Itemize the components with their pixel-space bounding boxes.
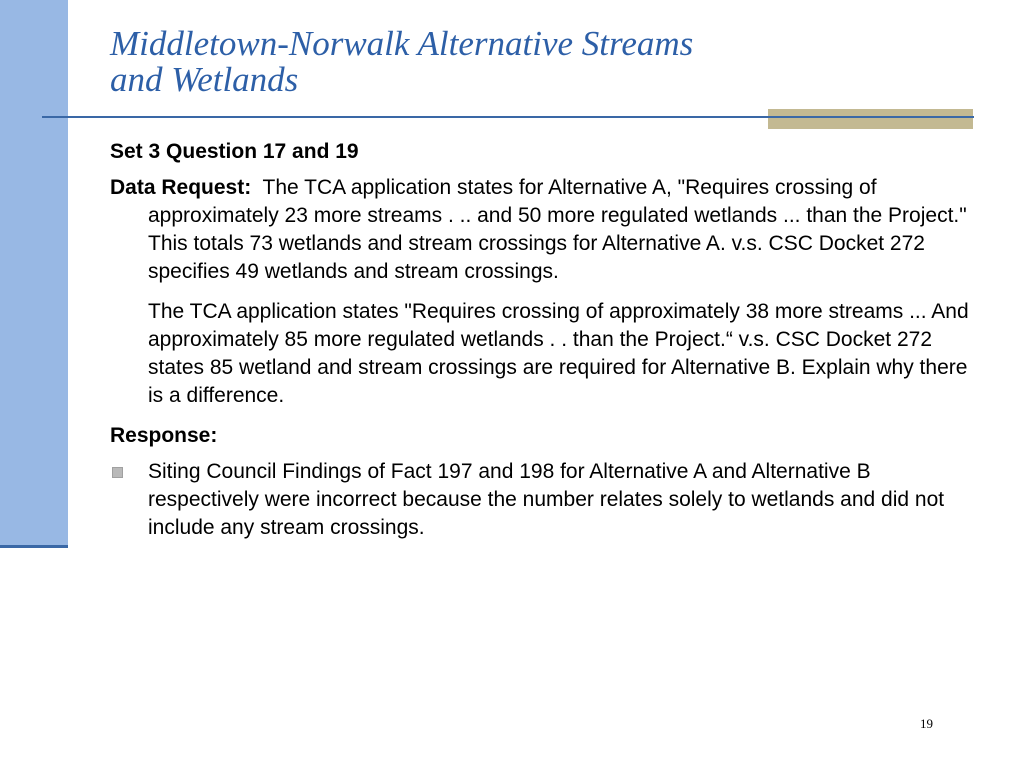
accent-bar xyxy=(768,109,973,129)
data-request-paragraph-2: The TCA application states "Requires crossing of approximately 38 more streams ... And approximately 85 more regulated wetlands . . than the Project.“ v.s. CSC Docket 272 states 85 wetland and stream crossings are required for Alternative B. Explain why there is a difference. xyxy=(148,300,969,407)
left-decorative-bar xyxy=(0,0,68,545)
accent-bar-line xyxy=(768,116,973,118)
page-number: 19 xyxy=(920,716,933,731)
title-line-2: and Wetlands xyxy=(110,60,299,99)
section-heading: Set 3 Question 17 and 19 xyxy=(110,140,359,163)
response-bullet-item xyxy=(110,458,970,542)
square-bullet-icon xyxy=(112,467,123,478)
data-request-label: Data Request: xyxy=(110,176,252,199)
data-request-paragraph xyxy=(110,174,970,286)
response-label: Response: xyxy=(110,424,218,447)
title-line-1: Middletown-Norwalk Alternative Streams xyxy=(110,24,694,63)
data-request-text: The TCA application states for Alternative A, "Requires crossing of approximately 23 more streams . .. and 50 more regulated wetlands ... than the Project." This totals 73 wetlands and stream crossings for Alternative A. v.s. CSC Docket 272 specifies 49 wetlands and stream crossings. xyxy=(148,176,967,283)
slide-title xyxy=(110,26,870,98)
response-bullet-text: Siting Council Findings of Fact 197 and 198 for Alternative A and Alternative B respectively were incorrect because the number relates solely to wetlands and did not include any stream crossings. xyxy=(148,460,945,539)
left-bar-edge xyxy=(0,545,68,548)
slide-body xyxy=(110,138,970,542)
